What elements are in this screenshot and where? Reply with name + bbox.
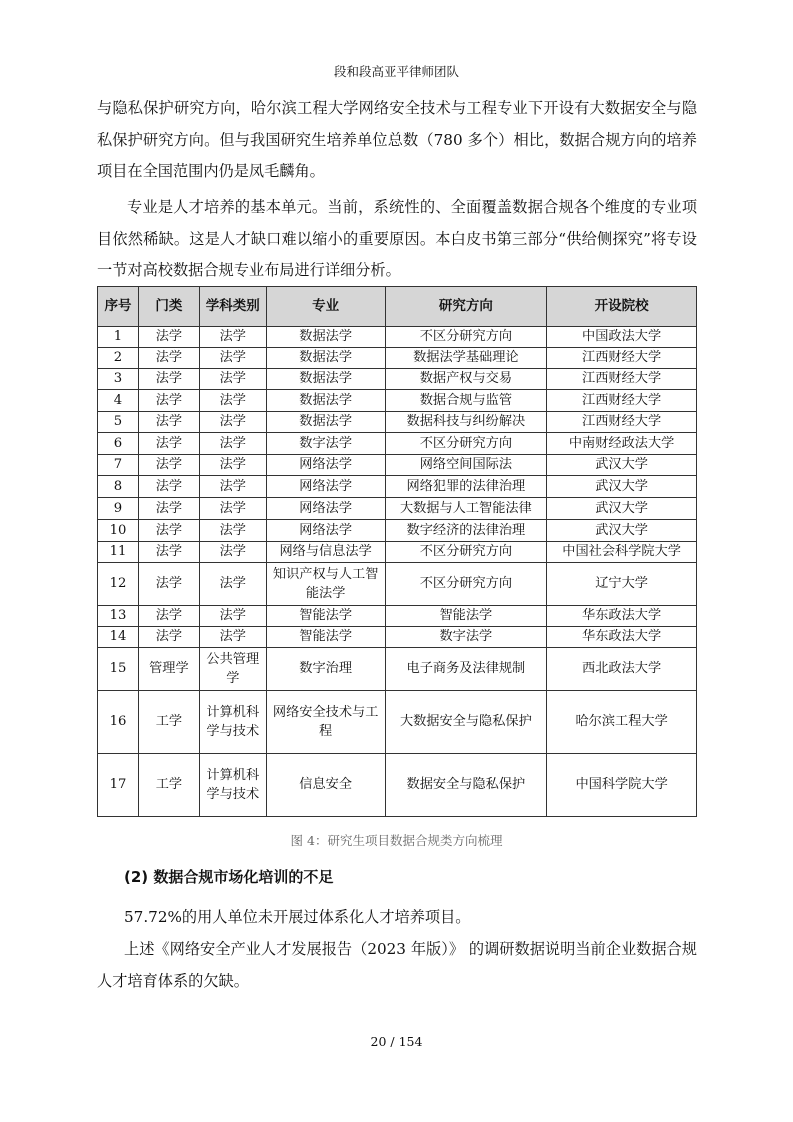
- table-cell: 法学: [138, 563, 199, 606]
- table-cell: 法学: [199, 390, 266, 412]
- table-row: [98, 390, 697, 412]
- table-cell: 10: [98, 520, 139, 542]
- table-cell: 法学: [199, 563, 266, 606]
- table-cell: 数据科技与纠纷解决: [385, 412, 547, 433]
- table-cell: 网络法学: [266, 476, 385, 498]
- table-cell: 法学: [199, 542, 266, 563]
- table-cell: 中南财经政法大学: [547, 433, 697, 455]
- table-cell: 中国政法大学: [547, 327, 697, 348]
- table-cell: 不区分研究方向: [385, 563, 547, 606]
- table-cell: 管理学: [138, 648, 199, 691]
- table-row: [98, 433, 697, 455]
- table-cell: 工学: [138, 691, 199, 754]
- page-number: 20 / 154: [370, 1034, 423, 1049]
- table-cell: 辽宁大学: [547, 563, 697, 606]
- table-cell: 计算机科学与技术: [199, 754, 266, 817]
- table-cell: 8: [98, 476, 139, 498]
- table-cell: 计算机科学与技术: [199, 691, 266, 754]
- table-cell: 法学: [199, 327, 266, 348]
- table-cell: 大数据与人工智能法律: [385, 498, 547, 520]
- table-cell: 法学: [138, 433, 199, 455]
- table-header-cell: 门类: [138, 287, 199, 327]
- table-cell: 法学: [199, 433, 266, 455]
- table-cell: 知识产权与人工智能法学: [266, 563, 385, 606]
- table-cell: 智能法学: [385, 606, 547, 627]
- table-cell: 法学: [199, 412, 266, 433]
- table-cell: 数字法学: [266, 433, 385, 455]
- table-header-cell: 序号: [98, 287, 139, 327]
- table-cell: 法学: [138, 348, 199, 369]
- table-cell: 网络与信息法学: [266, 542, 385, 563]
- table-cell: 法学: [138, 327, 199, 348]
- table-cell: 数字治理: [266, 648, 385, 691]
- table-cell: 法学: [138, 520, 199, 542]
- page-header: 段和段高亚平律师团队: [333, 64, 459, 79]
- table-cell: 数据合规与监管: [385, 390, 547, 412]
- table-cell: 江西财经大学: [547, 369, 697, 390]
- table-row: [98, 327, 697, 348]
- table-cell: 数字法学: [385, 627, 547, 648]
- table-cell: 数字经济的法律治理: [385, 520, 547, 542]
- table-cell: 9: [98, 498, 139, 520]
- table-header-cell: 研究方向: [385, 287, 547, 327]
- table-cell: 武汉大学: [547, 498, 697, 520]
- programs-table: [97, 286, 697, 817]
- paragraph-3: 57.72%的用人单位未开展过体系化人才培养项目。: [124, 908, 471, 926]
- table-cell: 中国社会科学院大学: [547, 542, 697, 563]
- table-cell: 法学: [138, 412, 199, 433]
- table-cell: 法学: [199, 520, 266, 542]
- table-cell: 网络法学: [266, 498, 385, 520]
- table-row: [98, 627, 697, 648]
- table-cell: 7: [98, 455, 139, 476]
- table-cell: 法学: [138, 369, 199, 390]
- table-cell: 华东政法大学: [547, 606, 697, 627]
- table-header-cell: 学科类别: [199, 287, 266, 327]
- table-cell: 数据法学: [266, 348, 385, 369]
- table-cell: 法学: [199, 606, 266, 627]
- table-row: [98, 563, 697, 606]
- table-row: [98, 412, 697, 433]
- table-cell: 法学: [199, 498, 266, 520]
- table-cell: 4: [98, 390, 139, 412]
- table-row: [98, 606, 697, 627]
- table-cell: 江西财经大学: [547, 412, 697, 433]
- table-cell: 数据法学: [266, 369, 385, 390]
- table-cell: 江西财经大学: [547, 390, 697, 412]
- table-cell: 大数据安全与隐私保护: [385, 691, 547, 754]
- table-cell: 数据法学: [266, 390, 385, 412]
- table-cell: 法学: [138, 498, 199, 520]
- table-cell: 西北政法大学: [547, 648, 697, 691]
- table-cell: 网络法学: [266, 520, 385, 542]
- table-row: [98, 691, 697, 754]
- figure-caption: 图 4：研究生项目数据合规类方向梳理: [290, 833, 503, 848]
- table-header-cell: 开设院校: [547, 287, 697, 327]
- table-header-row: [98, 287, 697, 327]
- table-cell: 13: [98, 606, 139, 627]
- table-cell: 2: [98, 348, 139, 369]
- table-cell: 智能法学: [266, 606, 385, 627]
- table-cell: 17: [98, 754, 139, 817]
- table-cell: 3: [98, 369, 139, 390]
- table-cell: 数据法学: [266, 412, 385, 433]
- table-cell: 华东政法大学: [547, 627, 697, 648]
- table-row: [98, 348, 697, 369]
- table-cell: 武汉大学: [547, 455, 697, 476]
- table-cell: 法学: [199, 369, 266, 390]
- table-cell: 不区分研究方向: [385, 433, 547, 455]
- table-cell: 不区分研究方向: [385, 327, 547, 348]
- table-cell: 数据安全与隐私保护: [385, 754, 547, 817]
- table-cell: 法学: [138, 606, 199, 627]
- table-cell: 武汉大学: [547, 520, 697, 542]
- table-cell: 14: [98, 627, 139, 648]
- table-cell: 哈尔滨工程大学: [547, 691, 697, 754]
- table-row: [98, 520, 697, 542]
- table-row: [98, 542, 697, 563]
- table-cell: 法学: [138, 627, 199, 648]
- table-row: [98, 498, 697, 520]
- table-row: [98, 455, 697, 476]
- table-cell: 1: [98, 327, 139, 348]
- table-cell: 5: [98, 412, 139, 433]
- table-cell: 16: [98, 691, 139, 754]
- table-cell: 12: [98, 563, 139, 606]
- table-cell: 法学: [138, 476, 199, 498]
- table-row: [98, 648, 697, 691]
- table-cell: 网络空间国际法: [385, 455, 547, 476]
- table-cell: 数据法学: [266, 327, 385, 348]
- table-row: [98, 369, 697, 390]
- table-cell: 武汉大学: [547, 476, 697, 498]
- table-cell: 不区分研究方向: [385, 542, 547, 563]
- paragraph-1: 与隐私保护研究方向，哈尔滨工程大学网络安全技术与工程专业下开设有大数据安全与隐私保护研究方向。但与我国研究生培养单位总数（780 多个）相比，数据合规方向的培养项目在全国范围内仍是凤毛麟角。: [97, 99, 697, 180]
- table-cell: 法学: [138, 542, 199, 563]
- table-cell: 公共管理学: [199, 648, 266, 691]
- table-cell: 电子商务及法律规制: [385, 648, 547, 691]
- table-cell: 11: [98, 542, 139, 563]
- section-subheading: (2) 数据合规市场化培训的不足: [124, 868, 334, 886]
- paragraph-2: 专业是人才培养的基本单元。当前，系统性的、全面覆盖数据合规各个维度的专业项目依然稀缺。这是人才缺口难以缩小的重要原因。本白皮书第三部分“供给侧探究”将专设一节对高校数据合规专业布局进行详细分析。: [97, 198, 697, 279]
- table-cell: 法学: [138, 390, 199, 412]
- table-cell: 数据法学基础理论: [385, 348, 547, 369]
- table-cell: 信息安全: [266, 754, 385, 817]
- table-row: [98, 476, 697, 498]
- table-cell: 法学: [199, 348, 266, 369]
- table-cell: 法学: [199, 455, 266, 476]
- table-cell: 江西财经大学: [547, 348, 697, 369]
- table-cell: 工学: [138, 754, 199, 817]
- table-cell: 智能法学: [266, 627, 385, 648]
- table-header-cell: 专业: [266, 287, 385, 327]
- table-cell: 6: [98, 433, 139, 455]
- table-cell: 网络犯罪的法律治理: [385, 476, 547, 498]
- table-cell: 15: [98, 648, 139, 691]
- table-cell: 法学: [138, 455, 199, 476]
- table-row: [98, 754, 697, 817]
- table-cell: 法学: [199, 627, 266, 648]
- table-cell: 网络法学: [266, 455, 385, 476]
- table-cell: 中国科学院大学: [547, 754, 697, 817]
- paragraph-4: 上述《网络安全产业人才发展报告（2023 年版）》 的调研数据说明当前企业数据合规人才培育体系的欠缺。: [97, 940, 697, 990]
- table-cell: 网络安全技术与工程: [266, 691, 385, 754]
- table-cell: 数据产权与交易: [385, 369, 547, 390]
- table-cell: 法学: [199, 476, 266, 498]
